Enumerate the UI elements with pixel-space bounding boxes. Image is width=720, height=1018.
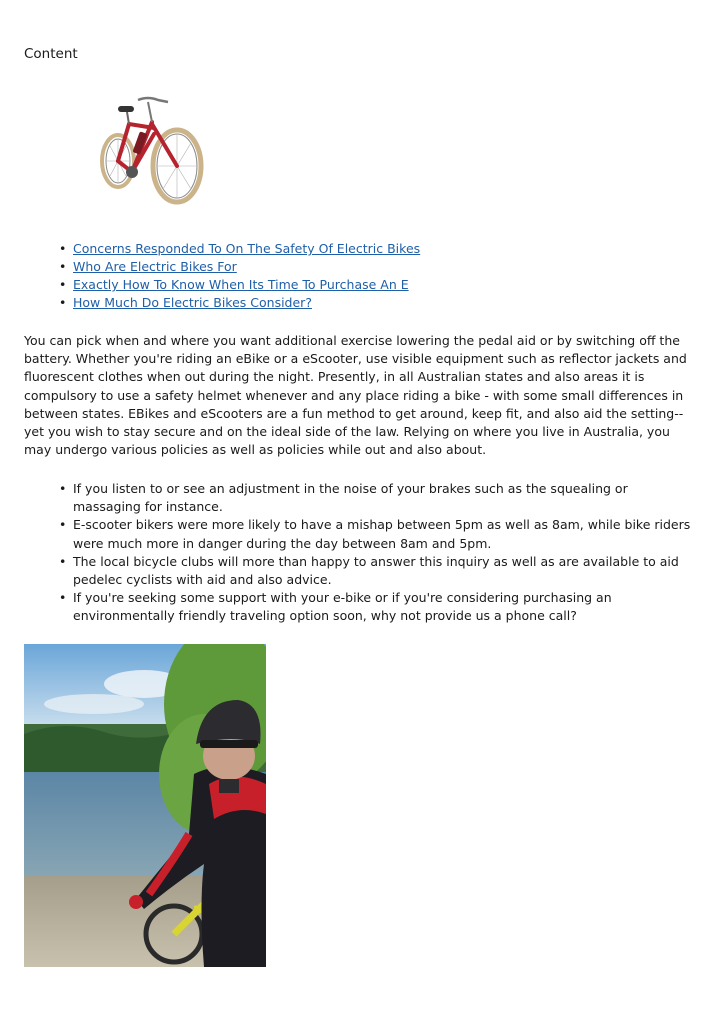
toc-link-how-much[interactable]: How Much Do Electric Bikes Consider? [73,295,312,310]
toc-link-who-for[interactable]: Who Are Electric Bikes For [73,259,237,274]
list-item: • If you're seeking some support with your e-bike or if you're considering purchasing an environmentally friendly traveling option soon, why not provide us a phone call? [59,589,695,625]
content-heading: Content [24,46,78,62]
body-paragraph: You can pick when and where you want additional exercise lowering the pedal aid or by switching off the battery. Whether you're riding an eBike or a eScooter, use visible equipment such as reflector jackets and fluorescent clothes when out during the night. Presently, in all Australian states and also areas it is compulsory to use a safety helmet whenever and any place riding a bike - with some small differences in between states. EBikes and eScooters are a fun method to get around, keep fit, and also aid the setting-- yet you wish to stay secure and on the ideal side of the law. Relying on where you live in Australia, you may undergo various policies as well as policies while out and also about. [24,333,687,458]
toc-item [59,258,699,276]
toc-link-when-to-purchase[interactable]: Exactly How To Know When Its Time To Purchase An E [73,277,409,292]
list-item: • The local bicycle clubs will more than happy to answer this inquiry as well as are available to aid pedelec cyclists with aid and also advice. [59,553,695,589]
toc-item [59,294,699,312]
list-item: • E-scooter bikers were more likely to have a mishap between 5pm as well as 8am, while bike riders were much more in danger during the day between 8am and 5pm. [59,516,695,552]
toc-link-safety[interactable]: Concerns Responded To On The Safety Of Electric Bikes [73,241,421,256]
cyclist-by-lake-photo [24,644,266,967]
toc-item [59,276,699,294]
red-electric-bike-image [96,94,208,206]
list-item: • If you listen to or see an adjustment in the noise of your brakes such as the squealing or massaging for instance. [59,480,695,516]
bullet-list [59,480,695,626]
table-of-contents [59,240,699,312]
toc-item [59,240,699,258]
